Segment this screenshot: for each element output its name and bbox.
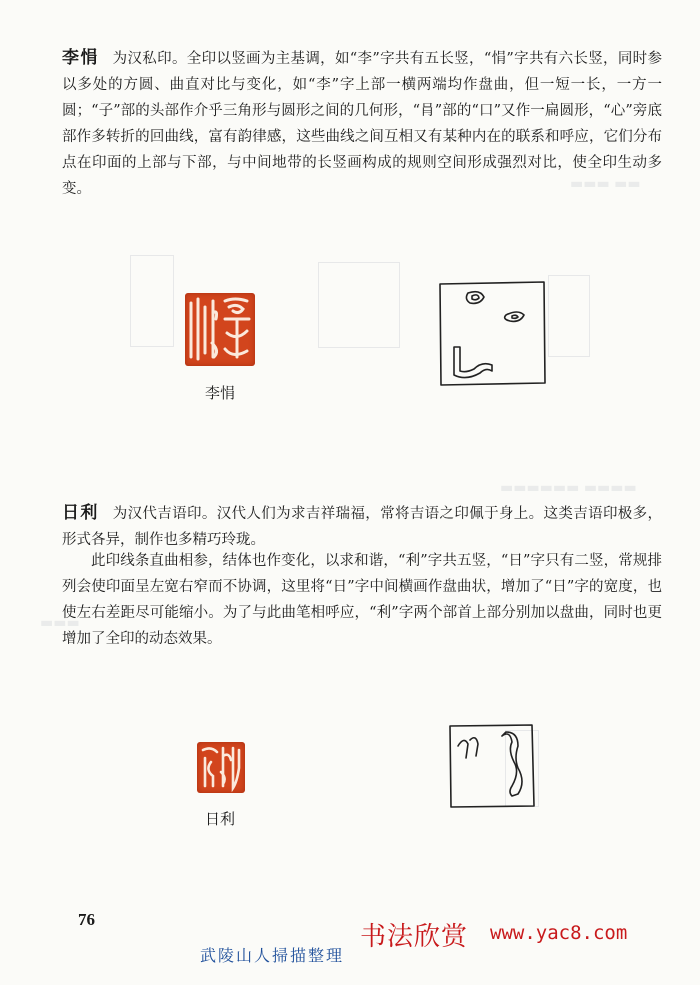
- site-brand-name: 书法欣赏: [360, 922, 469, 952]
- bleed-through-frame: [318, 262, 400, 348]
- page-number: 76: [78, 910, 95, 929]
- ri-li-paragraph-1: [62, 500, 662, 553]
- bleed-through-text: ▬▬▬▬▬▬ ▬▬▬▬: [500, 480, 637, 496]
- li-juan-text: 为汉私印。全印以竖画为主基调，如“李”字共有五长竖，“悁”字共有六长竖，同时参以多处的方圆、曲直对比与变化，如“李”字上部一横两端均作盘曲，但一短一长，一方一圆；“子”部的头部作介乎三角形与圆形之间的几何形，“肙”部的“口”又作一扁圆形，“心”旁底部作多转折的回曲线，富有韵律感，这些曲线之间互相又有某种内在的联系和呼应，它们分布点在印面的上部与下部，与中间地带的长竖画构成的规则空间形成强烈对比，使全印生动多变。: [62, 51, 663, 197]
- li-juan-caption: 李悁: [204, 384, 235, 402]
- li-juan-seal-outline-drawing: [436, 279, 548, 387]
- ri-li-title: 日利: [62, 503, 99, 523]
- bleed-through-text: ▬▬▬: [40, 615, 80, 631]
- ri-li-seal-outline-drawing: [446, 722, 538, 810]
- ri-li-text-2: 此印线条直曲相参，结体也作变化，以求和谐，“利”字共五竖，“日”字只有二竖，常规排列会使印面呈左宽右窄而不协调，这里将“日”字中间横画作盘曲状，增加了“日”字的宽度，也使左右差距尽可能缩小。为了与此曲笔相呼应，“利”字两个部首上部分别加以盘曲，同时也更增加了全印的动态效果。: [62, 553, 662, 647]
- li-juan-title: 李悁: [62, 48, 99, 68]
- ri-li-paragraph-2: [62, 548, 662, 652]
- bleed-through-text: ▬▬▬ ▬▬: [570, 176, 641, 192]
- bleed-through-frame: [548, 275, 590, 357]
- ri-li-text-1: 为汉代吉语印。汉代人们为求吉祥瑞福，常将吉语之印佩于身上。这类吉语印极多，形式各异，制作也多精巧玲珑。: [62, 506, 663, 548]
- ri-li-caption: 日利: [204, 810, 235, 828]
- li-juan-seal-impression: [185, 293, 255, 366]
- bleed-through-frame: [130, 255, 174, 347]
- li-juan-paragraph: [62, 45, 662, 202]
- ri-li-seal-glyphs: [197, 742, 245, 793]
- scanner-credit: 武陵山人掃描整理: [200, 946, 345, 965]
- site-url: www.yac8.com: [490, 922, 628, 944]
- ri-li-seal-impression: [197, 742, 245, 793]
- li-juan-seal-glyphs: [185, 293, 255, 366]
